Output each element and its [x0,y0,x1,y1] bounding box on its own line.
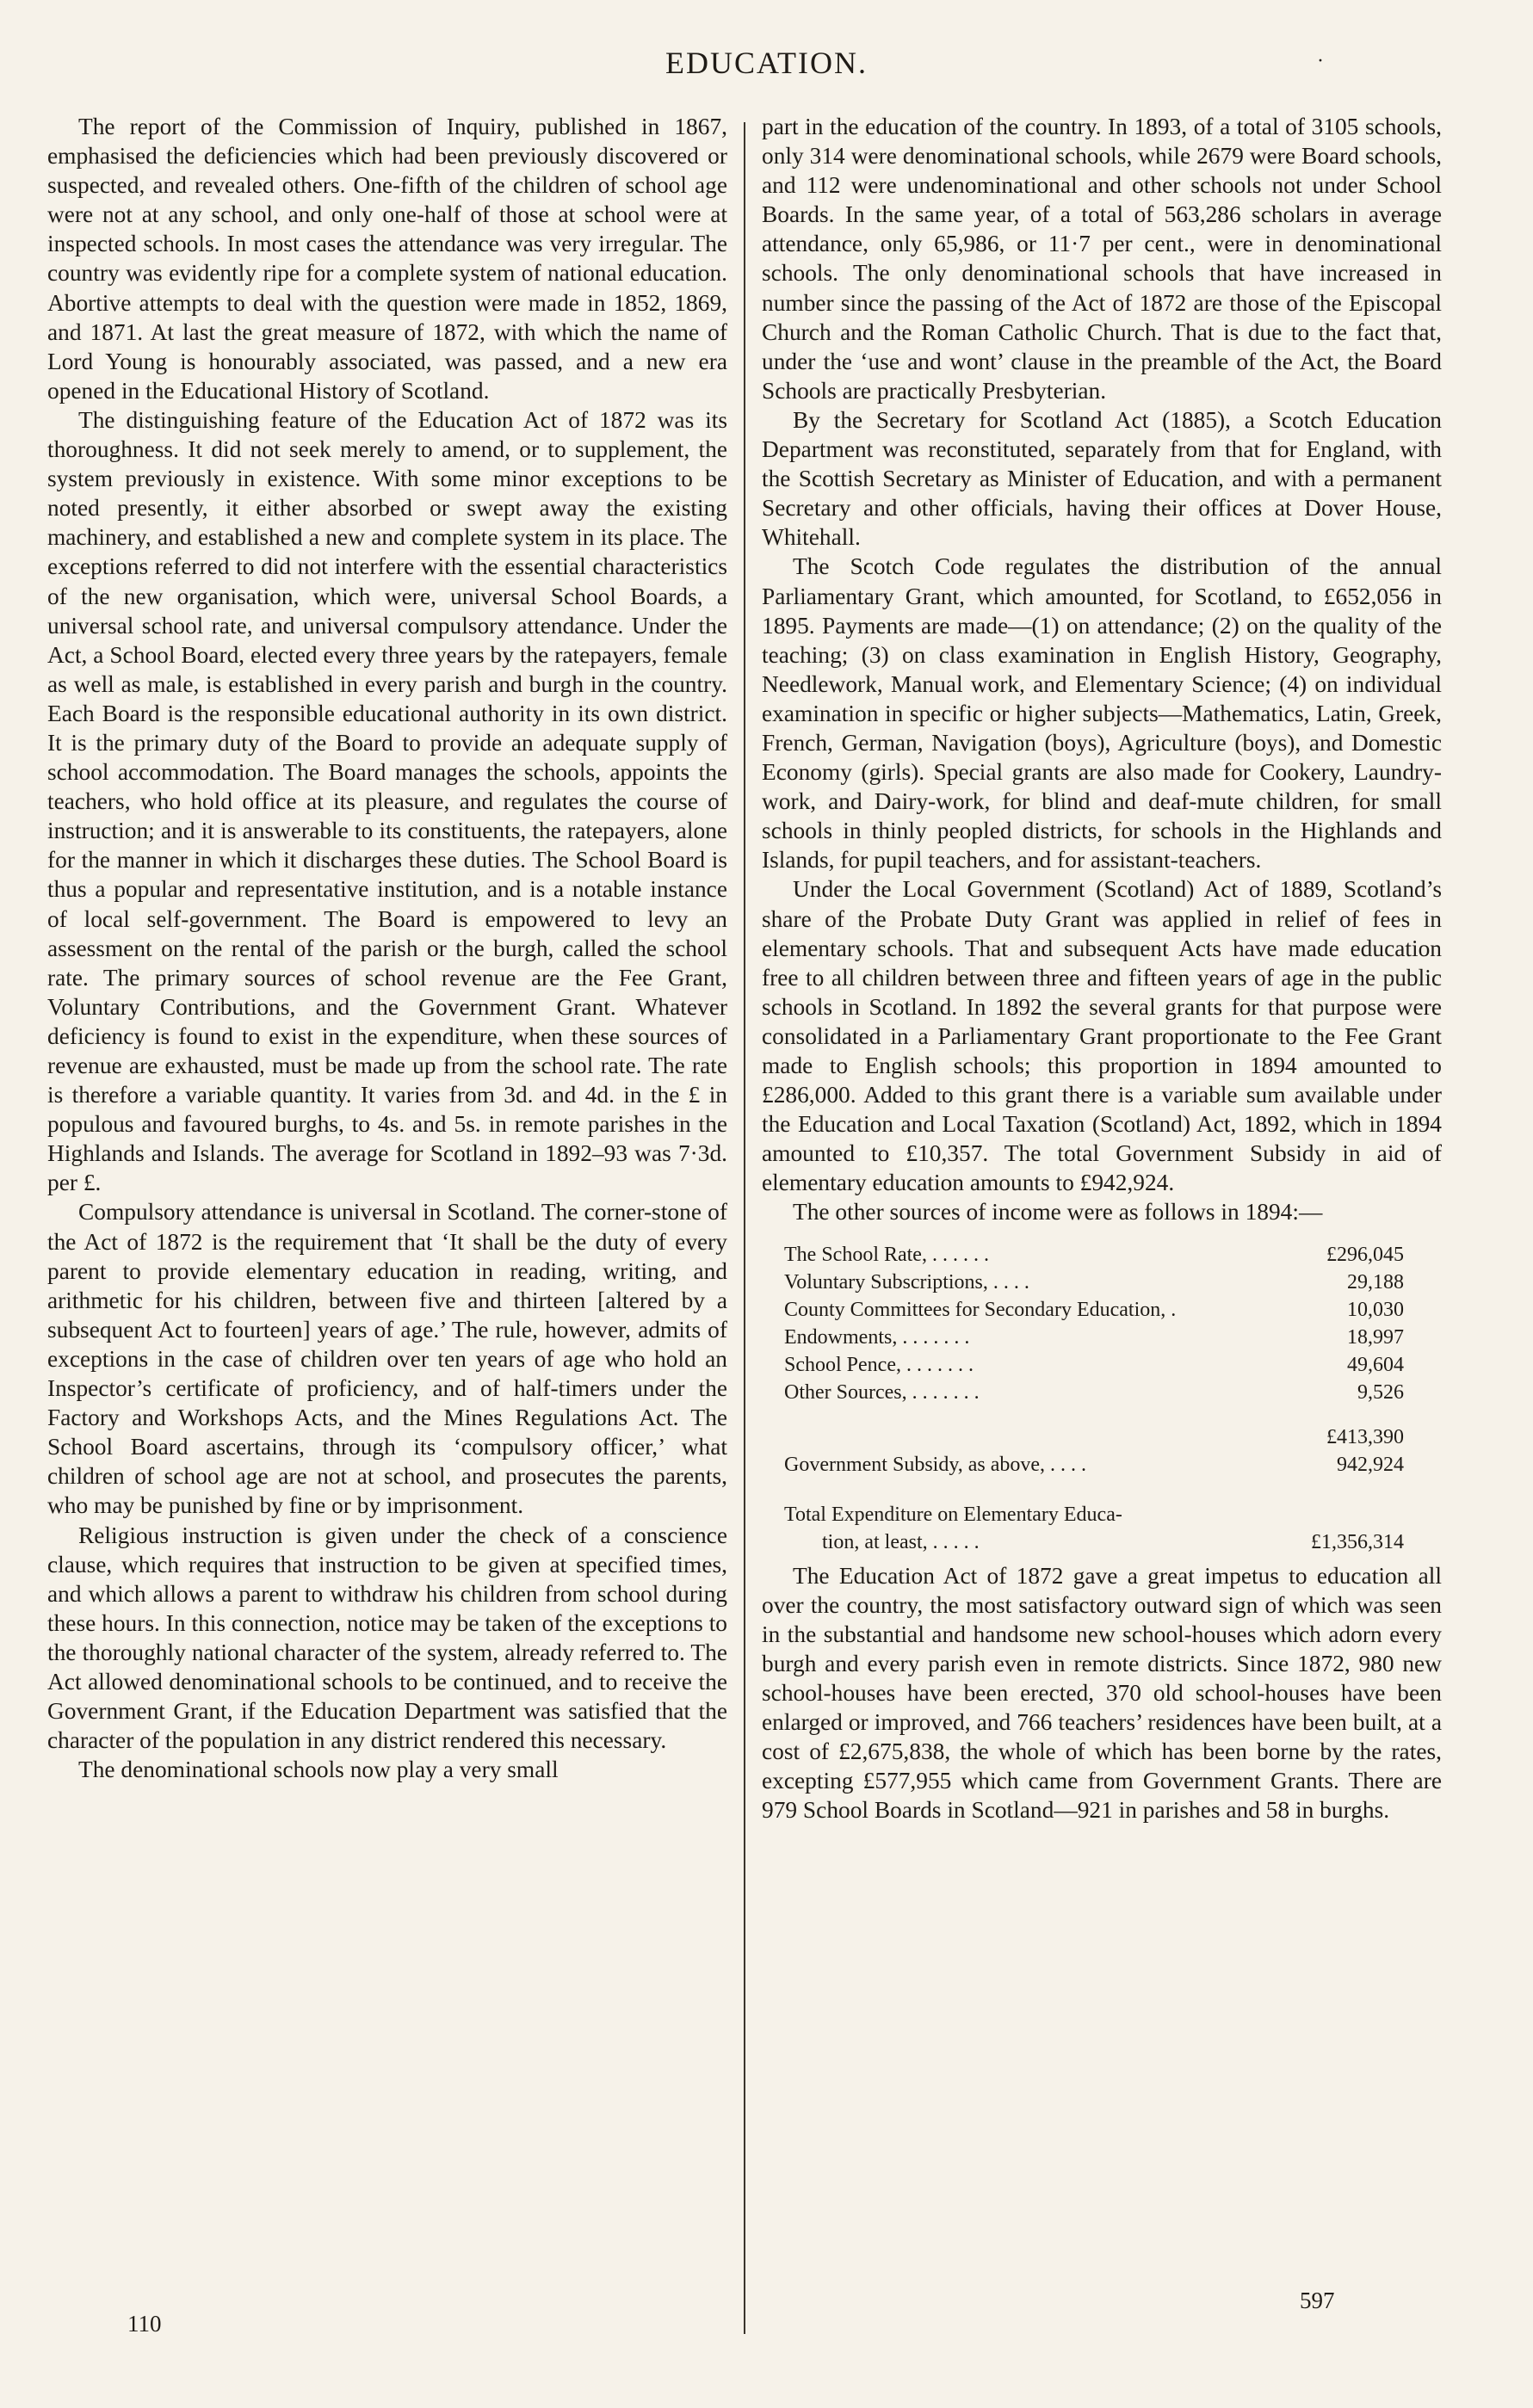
paragraph: The distinguishing feature of the Education Act of 1872 was its thoroughness. It did not seek merely to amend, or to supplement, the system previously in existence. With some minor exceptions to be noted presently, it either absorbed or swept away the existing machinery, and established a new and complete system in its place. The exceptions referred to did not interfere with the essential characteristics of the new organisation, which were, universal School Boards, a universal school rate, and universal compulsory attendance. Under the Act, a School Board, elected every three years by the ratepayers, female as well as male, is established in every parish and burgh in the country. Each Board is the responsible educational authority in its own district. It is the primary duty of the Board to provide an adequate supply of school accommodation. The Board manages the schools, appoints the teachers, who hold office at its pleasure, and regulates the course of instruction; and it is answerable to its constituents, the ratepayers, alone for the manner in which it discharges these duties. The School Board is thus a popular and representative institution, and is a notable instance of local self-government. The Board is empowered to levy an assessment on the rental of the parish or the burgh, called the school rate. The primary sources of school revenue are the Fee Grant, Voluntary Contributions, and the Government Grant. Whatever deficiency is found to exist in the expenditure, when these sources of revenue are exhausted, must be made up from the school rate. The rate is therefore a variable quantity. It varies from 3d. and 4d. in the £ in populous and favoured burghs, to 4s. and 5s. in remote parishes in the Highlands and Islands. The average for Scotland in 1892–93 was 7·3d. per £. [47,406,727,1196]
table-row [784,1296,1404,1324]
row-amount: 10,030 [1347,1298,1404,1321]
paragraph: part in the education of the country. In 1893, of a total of 3105 schools, only 314 were denominational schools, while 2679 were Board schools, and 112 were undenominational and other schools not under School Boards. In the same year, of a total of 563,286 scholars in average attendance, only 65,986, or 11·7 per cent., were in denominational schools. The only denominational schools that have increased in number since the passing of the Act of 1872 are those of the Episcopal Church and the Roman Catholic Church. That is due to the fact that, under the ‘use and wont’ clause in the preamble of the Act, the Board Schools are practically Presbyterian. [762,114,1442,404]
page-header [0,45,1533,81]
paragraph: Under the Local Government (Scotland) Act of 1889, Scotland’s share of the Probate Duty Grant was applied in relief of fees in elementary schools. That and subsequent Acts have made education free to all children between three and fifteen years of age in the public schools in Scotland. In 1892 the several grants for that purpose were consolidated in a Parliamentary Grant proportionate to the Fee Grant made to English schools; this proportion in 1894 amounted to £286,000. Added to this grant there is a variable sum available under the Education and Local Taxation (Scotland) Act, 1892, which in 1894 amounted to £10,357. The total Government Subsidy in aid of elementary education amounts to £942,924. [762,876,1442,1196]
government-subsidy-row [784,1451,1404,1479]
row-amount: 49,604 [1347,1353,1404,1376]
paragraph: The Education Act of 1872 gave a great impetus to education all over the country, the most satisfactory outward sign of which was seen in the substantial and handsome new school-houses which adorn every burgh and every parish even in remote districts. Since 1872, 980 new school-houses have been erected, 370 old school-houses have been enlarged or improved, and 766 teachers’ residences have been built, at a cost of £2,675,838, the whole of which has been borne by the rates, excepting £577,955 which came from Government Grants. There are 979 School Boards in Scotland—921 in parishes and 58 in burghs. [762,1562,1442,1824]
row-amount: 942,924 [1337,1453,1404,1476]
paragraph: The other sources of income were as follows in 1894:— [793,1199,1323,1226]
table-row [784,1241,1404,1269]
total-amount: £1,356,314 [1311,1530,1404,1553]
income-table [784,1241,1442,1556]
table-row [784,1324,1404,1351]
total-row [784,1501,1404,1556]
header-dot: · [1317,50,1326,72]
table-row [784,1379,1404,1406]
page-title: EDUCATION. [665,46,868,80]
page-number-left: 110 [127,2311,162,2337]
row-label: Endowments, . . . . . . . [784,1325,970,1349]
page-number-right: 597 [1300,2288,1335,2313]
row-label: Voluntary Subscriptions, . . . . [784,1270,1029,1294]
right-column [762,112,1442,1825]
subtotal-amount: £413,390 [1326,1425,1404,1448]
subtotal-row [784,1423,1404,1451]
paragraph: The report of the Commission of Inquiry, published in 1867, emphasised the deficiencies which had been previously discovered or suspected, and revealed others. One-fifth of the children of school age were not at any school, and only one-half of those at school were at inspected schools. In most cases the attendance was very irregular. The country was evidently ripe for a complete system of national education. Abortive attempts to deal with the question were made in 1852, 1869, and 1871. At last the great measure of 1872, with which the name of Lord Young is honourably associated, was passed, and a new era opened in the Educational History of Scotland. [47,114,727,404]
table-row [784,1269,1404,1296]
row-amount: 18,997 [1347,1325,1404,1349]
paragraph: By the Secretary for Scotland Act (1885), a Scotch Education Department was reconstituted, separately from that for England, with the Scottish Secretary as Minister of Education, and with a permanent Secretary and other officials, having their offices at Dover House, Whitehall. [762,406,1442,551]
left-column [47,112,727,1784]
row-label: The School Rate, . . . . . . [784,1243,989,1266]
row-amount: £296,045 [1326,1243,1404,1266]
paragraph: The Scotch Code regulates the distribution of the annual Parliamentary Grant, which amounted, for Scotland, to £652,056 in 1895. Payments are made—(1) on attendance; (2) on the quality of the teaching; (3) on class examination in English History, Geography, Needlework, Manual work, and Elementary Science; (4) on individual examination in specific or higher subjects—Mathematics, Latin, Greek, French, German, Navigation (boys), Agriculture (boys), and Domestic Economy (girls). Special grants are also made for Cookery, Laundry-work, and Dairy-work, for blind and deaf-mute children, for small schools in thinly peopled districts, for schools in the Highlands and Islands, for pupil teachers, and for assistant-teachers. [762,553,1442,874]
row-label: Other Sources, . . . . . . . [784,1380,980,1404]
row-label: County Committees for Secondary Education, . [784,1298,1177,1321]
row-label: Government Subsidy, as above, . . . . [784,1453,1087,1476]
table-row [784,1351,1404,1379]
row-label: School Pence, . . . . . . . [784,1353,974,1376]
column-divider [744,122,745,2334]
paragraph: The denominational schools now play a very small [78,1757,559,1783]
row-amount: 9,526 [1357,1380,1404,1404]
total-label: Total Expenditure on Elementary Educa- [784,1503,1122,1526]
row-amount: 29,188 [1347,1270,1404,1294]
total-label-cont: tion, at least, . . . . . [822,1530,980,1553]
paragraph: Religious instruction is given under the check of a conscience clause, which requires that instruction to be given at specified times, and which allows a parent to withdraw his children from school during these hours. In this connection, notice may be taken of the exceptions to the thoroughly national character of the system, already referred to. The Act allowed denominational schools to be continued, and to receive the Government Grant, if the Education Department was satisfied that the character of the population in any district rendered this necessary. [47,1522,727,1754]
paragraph: Compulsory attendance is universal in Scotland. The corner-stone of the Act of 1872 is the requirement that ‘It shall be the duty of every parent to provide elementary education in reading, writing, and arithmetic for his children, between five and thirteen [altered by a subsequent Act to fourteen] years of age.’ The rule, however, admits of exceptions in the case of children over ten years of age who hold an Inspector’s certificate of proficiency, and of half-timers under the Factory and Workshops Acts, and the Mines Regulations Act. The School Board ascertains, through its ‘compulsory officer,’ what children of school age are not at school, and prosecutes the parents, who may be punished by fine or by imprisonment. [47,1199,727,1519]
